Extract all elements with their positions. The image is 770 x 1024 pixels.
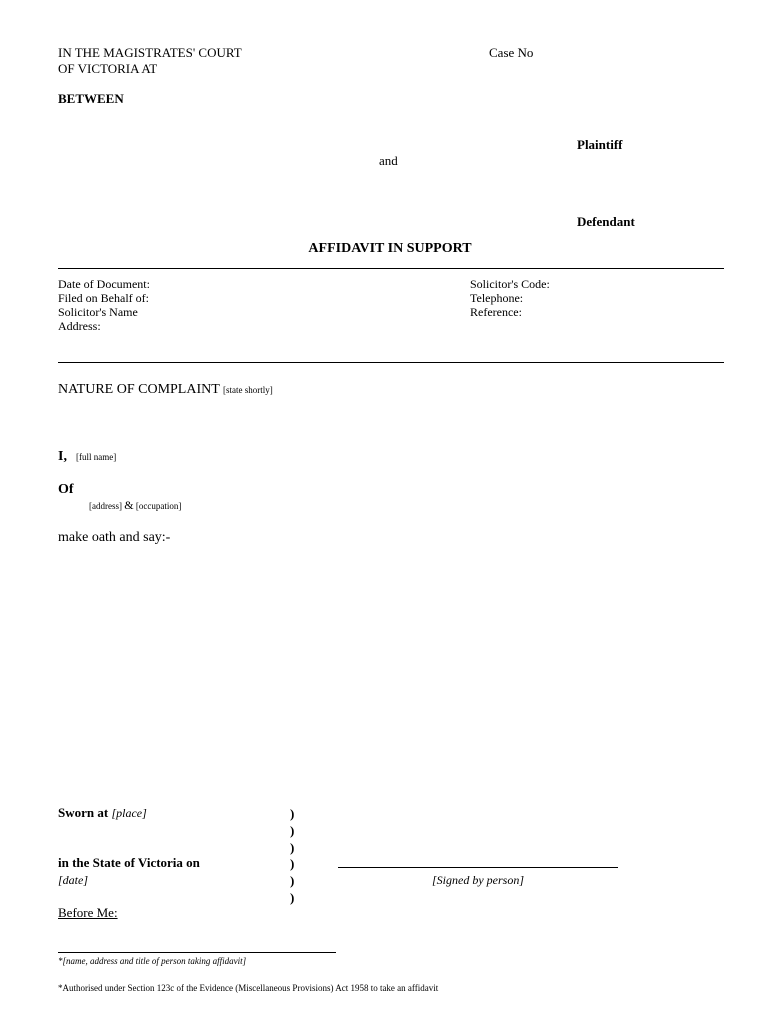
bracket-5: ): [290, 873, 295, 888]
address-occupation-hint: [89, 498, 181, 513]
solicitor-name-label: Solicitor's Name: [58, 305, 138, 319]
occupation-hint: [occupation]: [135, 501, 182, 511]
court-name-line-1: IN THE MAGISTRATES' COURT: [58, 45, 242, 60]
bracket-1: ): [290, 806, 295, 821]
of-label: Of: [58, 482, 74, 497]
nature-of-complaint: [58, 382, 273, 398]
make-oath-text: make oath and say:-: [58, 530, 171, 545]
bracket-2: ): [290, 823, 295, 838]
and-label: and: [379, 153, 398, 168]
case-number-label: Case No: [489, 45, 534, 60]
address-hint: [address]: [89, 501, 122, 511]
date-hint: [date]: [58, 873, 88, 887]
bracket-4: ): [290, 856, 295, 871]
solicitor-code-label: Solicitor's Code:: [470, 277, 550, 291]
ampersand: &: [124, 498, 134, 512]
state-of-victoria-label: in the State of Victoria on: [58, 855, 200, 870]
footnote-authorised: *Authorised under Section 123c of the Evidence (Miscellaneous Provisions) Act 1958 to take an affidavit: [58, 983, 439, 993]
full-name-hint: [full name]: [76, 452, 117, 462]
signed-by-person-hint: [Signed by person]: [432, 873, 524, 887]
place-hint: [place]: [111, 806, 147, 820]
nature-of-complaint-label: NATURE OF COMPLAINT: [58, 382, 220, 397]
deponent-i-label: I,: [58, 449, 67, 464]
state-shortly-hint: [state shortly]: [223, 385, 273, 395]
defendant-label: Defendant: [577, 214, 635, 229]
before-me-label: Before Me:: [58, 905, 118, 920]
document-title: AFFIDAVIT IN SUPPORT: [308, 241, 472, 256]
footnote-rule: [58, 952, 336, 953]
between-label: BETWEEN: [58, 91, 124, 106]
top-divider: [58, 268, 724, 269]
sworn-at-label: Sworn at: [58, 805, 109, 820]
footnote-name-address: *[name, address and title of person taking affidavit]: [58, 956, 247, 966]
date-of-document-label: Date of Document:: [58, 277, 150, 291]
filed-on-behalf-label: Filed on Behalf of:: [58, 291, 149, 305]
sworn-at-line: [58, 805, 147, 821]
address-label: Address:: [58, 319, 101, 333]
bracket-6: ): [290, 890, 295, 905]
bracket-3: ): [290, 840, 295, 855]
plaintiff-label: Plaintiff: [577, 137, 623, 152]
telephone-label: Telephone:: [470, 291, 524, 305]
reference-label: Reference:: [470, 305, 522, 319]
bottom-divider: [58, 362, 724, 363]
court-name-line-2: OF VICTORIA AT: [58, 61, 158, 76]
signature-line: [338, 867, 618, 868]
